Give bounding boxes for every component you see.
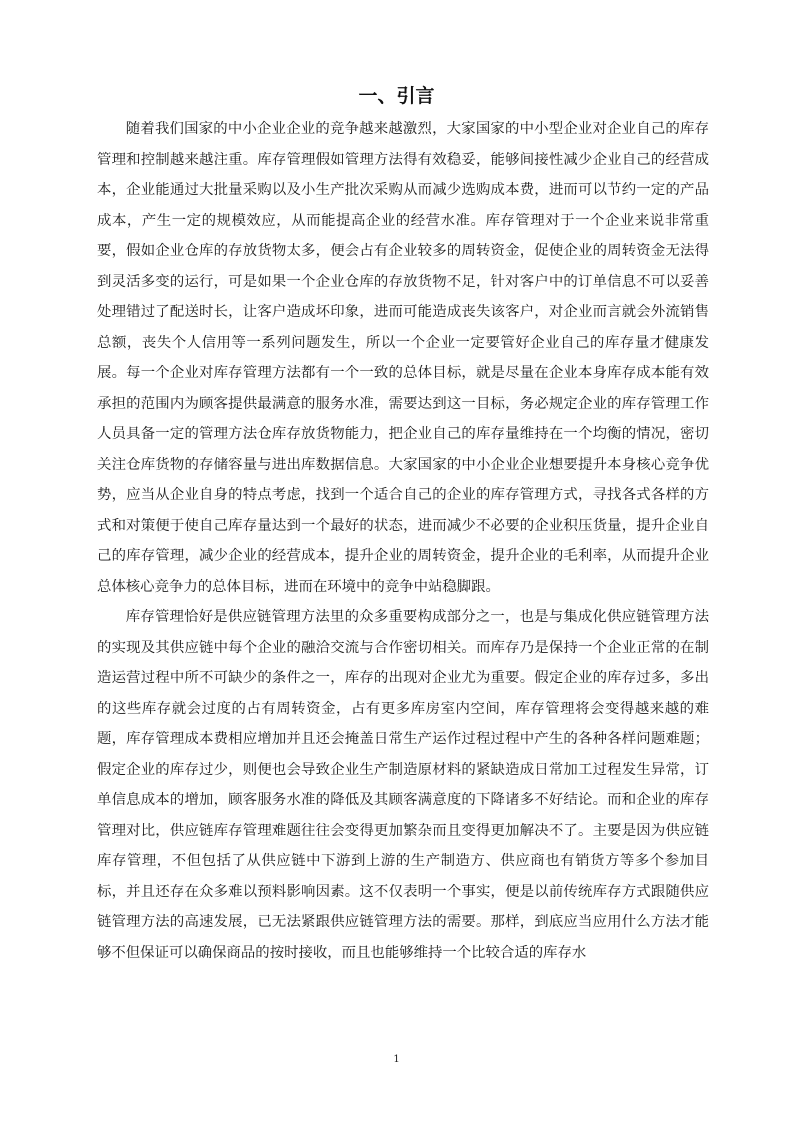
section-title: 一、引言 xyxy=(358,85,435,107)
paragraph: 随着我们国家的中小企业企业的竞争越来越激烈，大家国家的中小型企业对企业自己的库存管理和控制越来越注重。库存管理假如管理方法得有效稳妥，能够间接性减少企业自己的经营成本，企业能通过大批量采购以及小生产批次采购从而减少选购成本费，进而可以节约一定的产品成本，产生一定的规模效应，从而能提高企业的经营水准。库存管理对于一个企业来说非常重要，假如企业仓库的存放货物太多，便会占有企业较多的周转资金，促使企业的周转资金无法得到灵活多变的运行，可是如果一个企业仓库的存放货物不足，针对客户中的订单信息不可以妥善处理错过了配送时长，让客户造成坏印象，进而可能造成丧失该客户，对企业而言就会外流销售总额，丧失个人信用等一系列问题发生，所以一个企业一定要管好企业自己的库存量才健康发展。每一个企业对库存管理方法都有一个一致的总体目标，就是尽量在企业本身库存成本能有效承担的范围内为顾客提供最满意的服务水准，需要达到这一目标，务必规定企业的库存管理工作人员具备一定的管理方法仓库存放货物能力，把企业自己的库存量维持在一个均衡的情况，密切关注仓库货物的存储容量与进出库数据信息。大家国家的中小企业企业想要提升本身核心竞争优势，应当从企业自身的特点考虑，找到一个适合自己的企业的库存管理方式，寻找各式各样的方式和对策便于使自己库存量达到一个最好的状态，进而减少不必要的企业积压货量，提升企业自己的库存管理，减少企业的经营成本，提升企业的周转资金，提升企业的毛利率，从而提升企业总体核心竞争力的总体目标，进而在环境中的竞争中站稳脚跟。 xyxy=(97,121,709,595)
body-text xyxy=(97,114,709,968)
page-number: 1 xyxy=(393,1054,400,1065)
paragraph: 库存管理恰好是供应链管理方法里的众多重要构成部分之一，也是与集成化供应链管理方法的实现及其供应链中每个企业的融洽交流与合作密切相关。而库存乃是保持一个企业正常的在制造运营过程中所不可缺少的条件之一，库存的出现对企业尤为重要。假定企业的库存过多，多出的这些库存就会过度的占有周转资金，占有更多库房室内空间，库存管理将会变得越来越的难题，库存管理成本费相应增加并且还会掩盖日常生产运作过程过程中产生的各种各样问题难题；假定企业的库存过少，则便也会导致企业生产制造原材料的紧缺造成日常加工过程发生异常，订单信息成本的增加，顾客服务水准的降低及其顾客满意度的下降诸多不好结论。而和企业的库存管理对比，供应链库存管理难题往往会变得更加繁杂而且变得更加解决不了。主要是因为供应链库存管理，不但包括了从供应链中下游到上游的生产制造方、供应商也有销货方等多个参加目标，并且还存在众多难以预料影响因素。这不仅表明一个事实，便是以前传统库存方式跟随供应链管理方法的高速发展，已无法紧跟供应链管理方法的需要。那样，到底应当应用什么方法才能够不但保证可以确保商品的按时接收，而且也能够维持一个比较合适的库存水 xyxy=(97,609,709,961)
